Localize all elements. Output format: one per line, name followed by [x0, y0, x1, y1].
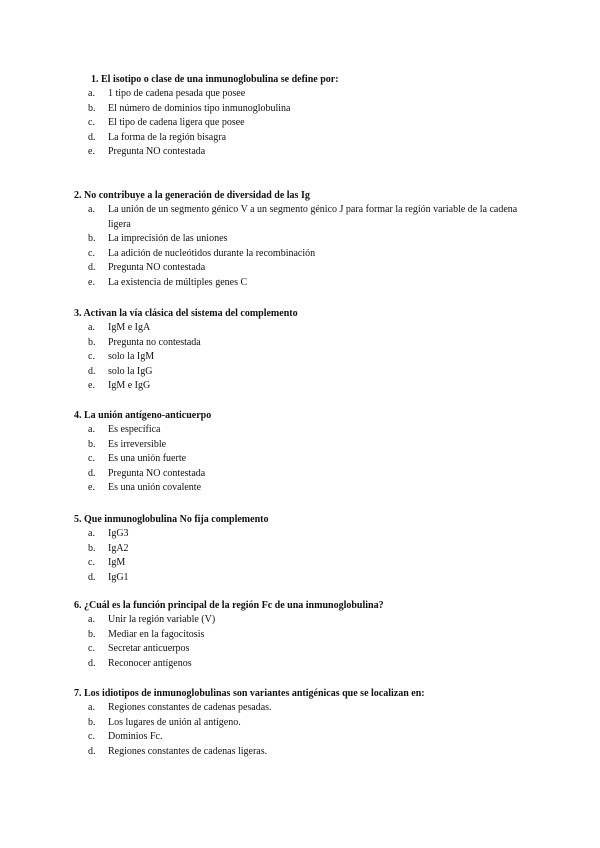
option-letter: a.: [88, 702, 95, 713]
option-c: [74, 730, 534, 745]
option-text: IgM: [108, 557, 126, 569]
option-e: [74, 379, 534, 394]
options-list: [74, 423, 534, 496]
option-letter: e.: [88, 276, 95, 288]
option-text: Pregunta NO contestada: [108, 146, 206, 158]
question-text: Activan la vía clásica del sistema del complemento: [83, 308, 298, 319]
option-text: IgG1: [108, 571, 129, 583]
question-number: 1.: [91, 74, 99, 85]
option-text: Regiones constantes de cadenas pesadas.: [108, 702, 272, 713]
question-text: Que inmunoglobulina No fija complemento: [84, 514, 269, 525]
option-a: [74, 613, 534, 628]
question-title: [74, 512, 534, 527]
option-letter: e.: [88, 146, 95, 158]
option-b: [74, 628, 534, 643]
question-text: No contribuye a la generación de diversidad de las Ig: [84, 190, 310, 201]
option-b: [74, 438, 534, 453]
option-text: La unión de un segmento génico V a un segmento génico J para formar la región variable de la cadena ligera: [108, 204, 518, 230]
question-number: 4.: [74, 410, 82, 421]
option-text: Los lugares de unión al antígeno.: [108, 716, 241, 728]
option-letter: d.: [88, 571, 96, 583]
option-b: [74, 542, 534, 557]
option-letter: d.: [88, 745, 96, 757]
option-b: [74, 336, 534, 351]
option-c: [74, 556, 534, 571]
option-d: [74, 365, 534, 380]
option-text: Pregunta NO contestada: [108, 262, 206, 274]
question-number: 7.: [74, 688, 82, 699]
option-d: [74, 657, 534, 672]
option-letter: d.: [88, 365, 96, 377]
option-text: La existencia de múltiples genes C: [108, 276, 248, 288]
options-list: [74, 203, 534, 291]
option-letter: d.: [88, 131, 96, 143]
option-b: [74, 102, 534, 117]
option-a: [74, 527, 534, 542]
option-text: IgM e IgG: [108, 380, 151, 392]
option-letter: d.: [88, 657, 96, 669]
option-text: Unir la región variable (V): [108, 614, 216, 625]
option-text: solo la IgM: [108, 351, 155, 363]
option-text: IgG3: [108, 528, 129, 539]
question-text: La unión antígeno-anticuerpo: [84, 410, 212, 421]
option-e: [74, 481, 534, 496]
question-text: El isotipo o clase de una inmunoglobulina se define por:: [101, 74, 339, 85]
question-3: [74, 306, 534, 394]
question-text: ¿Cuál es la función principal de la región Fc de una inmunoglobulina?: [84, 600, 384, 611]
option-letter: e.: [88, 380, 95, 392]
question-number: 2.: [74, 190, 82, 201]
question-number: 3.: [74, 308, 82, 319]
question-title: [74, 408, 534, 423]
option-letter: b.: [88, 542, 96, 554]
option-letter: a.: [88, 322, 95, 333]
option-a: [74, 203, 534, 232]
question-5: [74, 512, 534, 585]
question-text: Los idiotipos de inmunoglobulinas son variantes antigénicas que se localizan en:: [84, 688, 425, 699]
option-letter: a.: [88, 88, 95, 99]
option-letter: a.: [88, 424, 95, 435]
question-1: [74, 72, 534, 160]
question-number: 5.: [74, 514, 82, 525]
option-text: IgA2: [108, 542, 129, 554]
option-letter: c.: [88, 731, 95, 743]
option-letter: b.: [88, 438, 96, 450]
option-letter: d.: [88, 467, 96, 479]
option-letter: c.: [88, 453, 95, 465]
option-text: Dominios Fc.: [108, 731, 163, 743]
option-text: Regiones constantes de cadenas ligeras.: [108, 745, 268, 757]
option-c: [74, 116, 534, 131]
option-d: [74, 571, 534, 586]
option-text: Pregunta no contestada: [108, 336, 201, 348]
option-text: Secretar anticuerpos: [108, 643, 190, 655]
option-b: [74, 232, 534, 247]
option-text: Reconocer antígenos: [108, 657, 192, 669]
question-title: [74, 306, 534, 321]
option-letter: a.: [88, 614, 95, 625]
question-number: 6.: [74, 600, 82, 611]
option-c: [74, 642, 534, 657]
option-letter: c.: [88, 351, 95, 363]
option-text: La forma de la región bisagra: [108, 131, 227, 143]
option-d: [74, 467, 534, 482]
option-a: [74, 423, 534, 438]
option-d: [74, 261, 534, 276]
question-title: [74, 598, 534, 613]
option-text: Es específica: [108, 424, 161, 435]
option-text: El tipo de cadena ligera que posee: [108, 117, 245, 129]
question-4: [74, 408, 534, 496]
option-letter: c.: [88, 247, 95, 259]
option-text: Pregunta NO contestada: [108, 467, 206, 479]
question-7: [74, 686, 534, 759]
option-letter: a.: [88, 204, 95, 215]
option-letter: c.: [88, 117, 95, 129]
option-letter: d.: [88, 262, 96, 274]
option-c: [74, 452, 534, 467]
option-e: [74, 145, 534, 160]
option-letter: b.: [88, 102, 96, 114]
question-title: [74, 188, 534, 203]
option-letter: b.: [88, 628, 96, 640]
option-text: Es una unión fuerte: [108, 453, 187, 465]
option-text: La adición de nucleótidos durante la recombinación: [108, 247, 316, 259]
question-title: [74, 686, 534, 701]
option-text: La imprecisión de las uniones: [108, 233, 228, 245]
option-letter: b.: [88, 233, 96, 245]
option-text: Es irreversible: [108, 438, 167, 450]
option-text: Mediar en la fagocitosis: [108, 628, 205, 640]
question-2: [74, 188, 534, 291]
option-a: [74, 87, 534, 102]
option-d: [74, 131, 534, 146]
option-letter: b.: [88, 716, 96, 728]
options-list: [74, 87, 534, 160]
question-6: [74, 598, 534, 671]
option-text: 1 tipo de cadena pesada que posee: [108, 88, 246, 99]
option-text: Es una unión covalente: [108, 482, 202, 494]
options-list: [74, 527, 534, 585]
option-c: [74, 247, 534, 262]
option-text: IgM e IgA: [108, 322, 151, 333]
option-letter: b.: [88, 336, 96, 348]
option-letter: c.: [88, 643, 95, 655]
options-list: [74, 613, 534, 671]
option-b: [74, 716, 534, 731]
option-text: El número de dominios tipo inmunoglobulina: [108, 102, 291, 114]
option-a: [74, 701, 534, 716]
option-e: [74, 276, 534, 291]
option-d: [74, 745, 534, 760]
option-text: solo la IgG: [108, 365, 153, 377]
option-a: [74, 321, 534, 336]
option-c: [74, 350, 534, 365]
options-list: [74, 321, 534, 394]
options-list: [74, 701, 534, 759]
question-title: [74, 72, 534, 87]
option-letter: e.: [88, 482, 95, 494]
option-letter: a.: [88, 528, 95, 539]
option-letter: c.: [88, 557, 95, 569]
